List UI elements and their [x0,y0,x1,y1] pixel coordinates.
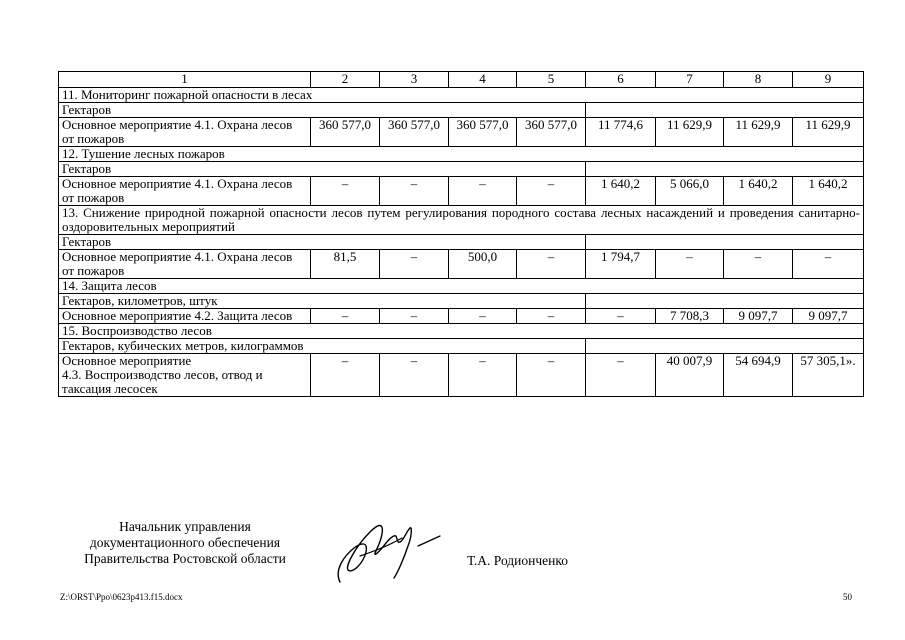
value-cell: 7 708,3 [656,309,724,324]
value-cell: – [311,309,380,324]
section-unit-row [59,235,864,250]
header-cell: 8 [724,72,793,88]
header-cell: 4 [449,72,517,88]
handwritten-signature [332,512,444,587]
value-cell: – [793,250,864,279]
value-cell: 500,0 [449,250,517,279]
value-cell: 54 694,9 [724,354,793,397]
section-title-row [59,147,864,162]
value-cell: 9 097,7 [793,309,864,324]
section-unit: Гектаров [59,162,586,177]
value-cell: – [517,354,586,397]
value-cell: 11 629,9 [793,118,864,147]
row-label: Основное мероприятие 4.2. Защита лесов [59,309,311,324]
row-label: Основное мероприятие 4.1. Охрана лесов от пожаров [59,177,311,206]
table-row [59,250,864,279]
header-cell: 2 [311,72,380,88]
empty-cell [586,103,864,118]
value-cell: – [380,250,449,279]
header-cell: 1 [59,72,311,88]
value-cell: 9 097,7 [724,309,793,324]
value-cell: 1 640,2 [586,177,656,206]
value-cell: – [517,250,586,279]
value-cell: 360 577,0 [311,118,380,147]
value-cell: – [724,250,793,279]
section-title: 12. Тушение лесных пожаров [59,147,864,162]
value-cell: 1 640,2 [724,177,793,206]
value-cell: – [449,309,517,324]
section-unit-row [59,294,864,309]
value-cell: – [586,309,656,324]
value-cell: – [517,177,586,206]
section-unit-row [59,103,864,118]
value-cell: – [380,177,449,206]
footer-file-path: Z:\ORST\Ppo\0623p413.f15.docx [60,592,183,602]
row-label: Основное мероприятие 4.1. Охрана лесов от пожаров [59,250,311,279]
value-cell: – [449,177,517,206]
position-line-3: Правительства Ростовской области [84,551,286,566]
data-table [58,71,864,397]
section-unit: Гектаров [59,235,586,250]
section-title-row [59,279,864,294]
row-label: Основное мероприятие 4.1. Охрана лесов от пожаров [59,118,311,147]
value-cell: 40 007,9 [656,354,724,397]
value-cell: 11 629,9 [724,118,793,147]
value-cell: 81,5 [311,250,380,279]
section-unit-row [59,162,864,177]
section-unit: Гектаров, кубических метров, килограммов [59,339,586,354]
position-line-2: документационного обеспечения [89,535,281,550]
empty-cell [586,235,864,250]
value-cell: 11 774,6 [586,118,656,147]
position-line-1: Начальник управления [119,519,251,534]
empty-cell [586,162,864,177]
header-cell: 6 [586,72,656,88]
table-row [59,177,864,206]
value-cell: 57 305,1». [793,354,864,397]
signer-name: Т.А. Родионченко [467,553,568,568]
section-title: 11. Мониторинг пожарной опасности в лесах [59,88,864,103]
value-cell: – [311,354,380,397]
header-cell: 7 [656,72,724,88]
value-cell: 1 794,7 [586,250,656,279]
table-row [59,118,864,147]
section-unit: Гектаров, километров, штук [59,294,586,309]
table-body [59,72,864,397]
value-cell: 360 577,0 [517,118,586,147]
value-cell: – [449,354,517,397]
section-title: 13. Снижение природной пожарной опасности лесов путем регулирования породного состава лесных насаждений и проведения санитарно-оздоровительных мероприятий [59,206,864,235]
page-number: 50 [843,592,852,602]
row-label: Основное мероприятие 4.3. Воспроизводство лесов, отвод и таксация лесосек [59,354,311,397]
value-cell: – [656,250,724,279]
value-cell: – [380,354,449,397]
empty-cell [586,294,864,309]
header-cell: 5 [517,72,586,88]
value-cell: 360 577,0 [380,118,449,147]
header-cell: 9 [793,72,864,88]
section-title-row [59,88,864,103]
section-title: 14. Защита лесов [59,279,864,294]
value-cell: 1 640,2 [793,177,864,206]
header-row [59,72,864,88]
value-cell: – [517,309,586,324]
section-unit-row [59,339,864,354]
value-cell: 11 629,9 [656,118,724,147]
section-title: 15. Воспроизводство лесов [59,324,864,339]
value-cell: – [311,177,380,206]
section-unit: Гектаров [59,103,586,118]
value-cell: – [380,309,449,324]
table-row [59,354,864,397]
table-row [59,309,864,324]
empty-cell [586,339,864,354]
value-cell: 360 577,0 [449,118,517,147]
signature-block [60,519,310,567]
value-cell: – [586,354,656,397]
header-cell: 3 [380,72,449,88]
value-cell: 5 066,0 [656,177,724,206]
section-title-row [59,206,864,235]
section-title-row [59,324,864,339]
